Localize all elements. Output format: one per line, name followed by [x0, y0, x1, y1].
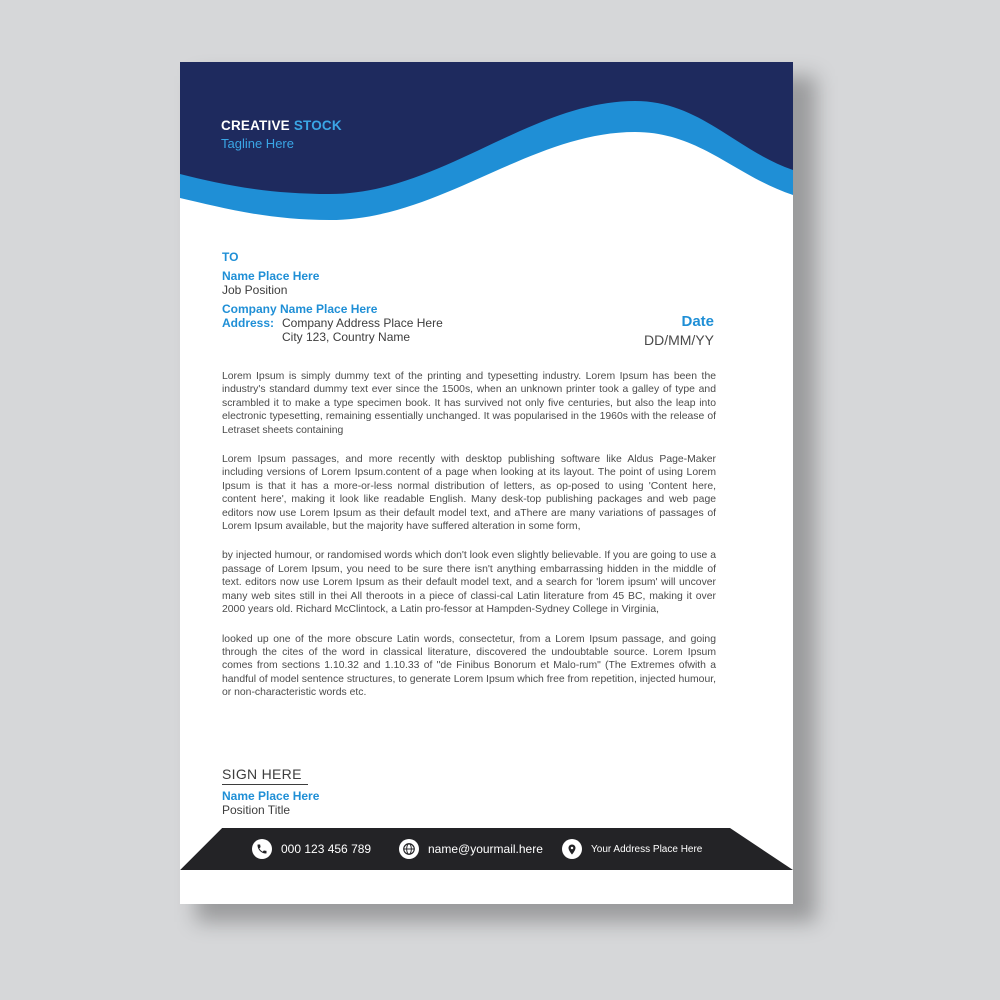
body-paragraph: Lorem Ipsum passages, and more recently with desktop publishing software like Aldus Page-Maker including versions of Lorem Ipsum.content of a page when looking at its layout. The point of using Lorem Ipsum is that it has a more-or-less normal distribution of letters, as op-posed to using 'Content here, content here', making it look like readable English. Many desk-top publishing packages and web page editors now use Lorem Ipsum as their default model text, and aThere are many variations of passages of Lorem Ipsum available, but the majority have suffered alteration in some form,: [222, 454, 716, 533]
address-line-1: Company Address Place Here: [282, 316, 443, 330]
signer-name: Name Place Here: [222, 789, 320, 803]
footer-phone: [252, 838, 371, 860]
location-pin-icon: [562, 839, 582, 859]
footer-address-text: Your Address Place Here: [591, 843, 703, 855]
address-label: Address:: [222, 316, 275, 330]
recipient-name: Name Place Here: [222, 269, 320, 283]
brand-name: [221, 118, 342, 133]
body-paragraph: Lorem Ipsum is simply dummy text of the printing and typesetting industry. Lorem Ipsum has been the industry's standard dummy text ever since the 1500s, when an unknown printer took a galley of type and scrambled it to make a type specimen book. It has survived not only five centuries, but also the leap into electronic typesetting, remaining essentially unchanged. It was popularised in the 1960s with the release of Letraset sheets containing: [222, 371, 716, 436]
body-paragraph: by injected humour, or randomised words which don't look even slightly believable. If you are going to use a passage of Lorem Ipsum, you need to be sure there isn't anything embarrassing hidden in the middle of text. editors now use Lorem Ipsum as their default model text, and a search for 'lorem ipsum' will uncover many web sites still in thei All theroots in a piece of classi-cal Latin literature from 45 BC, making it over 2000 years old. Richard McClintock, a Latin pro-fessor at Hampden-Sydney College in Virginia,: [222, 550, 716, 616]
letter-body: [222, 370, 716, 716]
recipient-company: Company Name Place Here: [222, 302, 378, 316]
address-line-2: City 123, Country Name: [282, 330, 411, 344]
to-label: TO: [222, 250, 239, 264]
globe-icon: [399, 839, 419, 859]
footer-phone-text: 000 123 456 789: [281, 842, 372, 856]
footer-email: [399, 838, 543, 860]
tagline: Tagline Here: [221, 136, 294, 151]
date-value: DD/MM/YY: [644, 332, 714, 348]
date-label: Date: [681, 313, 714, 330]
phone-icon: [252, 839, 272, 859]
recipient-job: Job Position: [222, 283, 288, 297]
footer-address: [562, 838, 702, 860]
footer-email-text: name@yourmail.here: [428, 842, 543, 856]
body-paragraph: looked up one of the more obscure Latin words, consectetur, from a Lorem Ipsum passage, and going through the cites of the word in classical literature, discovered the undoubtable source. Lorem Ipsum comes from sections 1.10.32 and 1.10.33 of "de Finibus Bonorum et Malo-rum" (The Extremes ofwith a handful of model sentence structures, to generate Lorem Ipsum which free from repetition, injected humour, or non-characteristic words etc.: [222, 633, 716, 699]
signature-line: [222, 784, 308, 785]
brand-block: [221, 118, 342, 151]
brand-name-part1: CREATIVE: [221, 118, 290, 133]
letterhead-page: [180, 62, 793, 904]
brand-name-part2: STOCK: [293, 118, 342, 133]
sign-here-label: SIGN HERE: [222, 766, 302, 782]
signer-position: Position Title: [222, 803, 291, 817]
